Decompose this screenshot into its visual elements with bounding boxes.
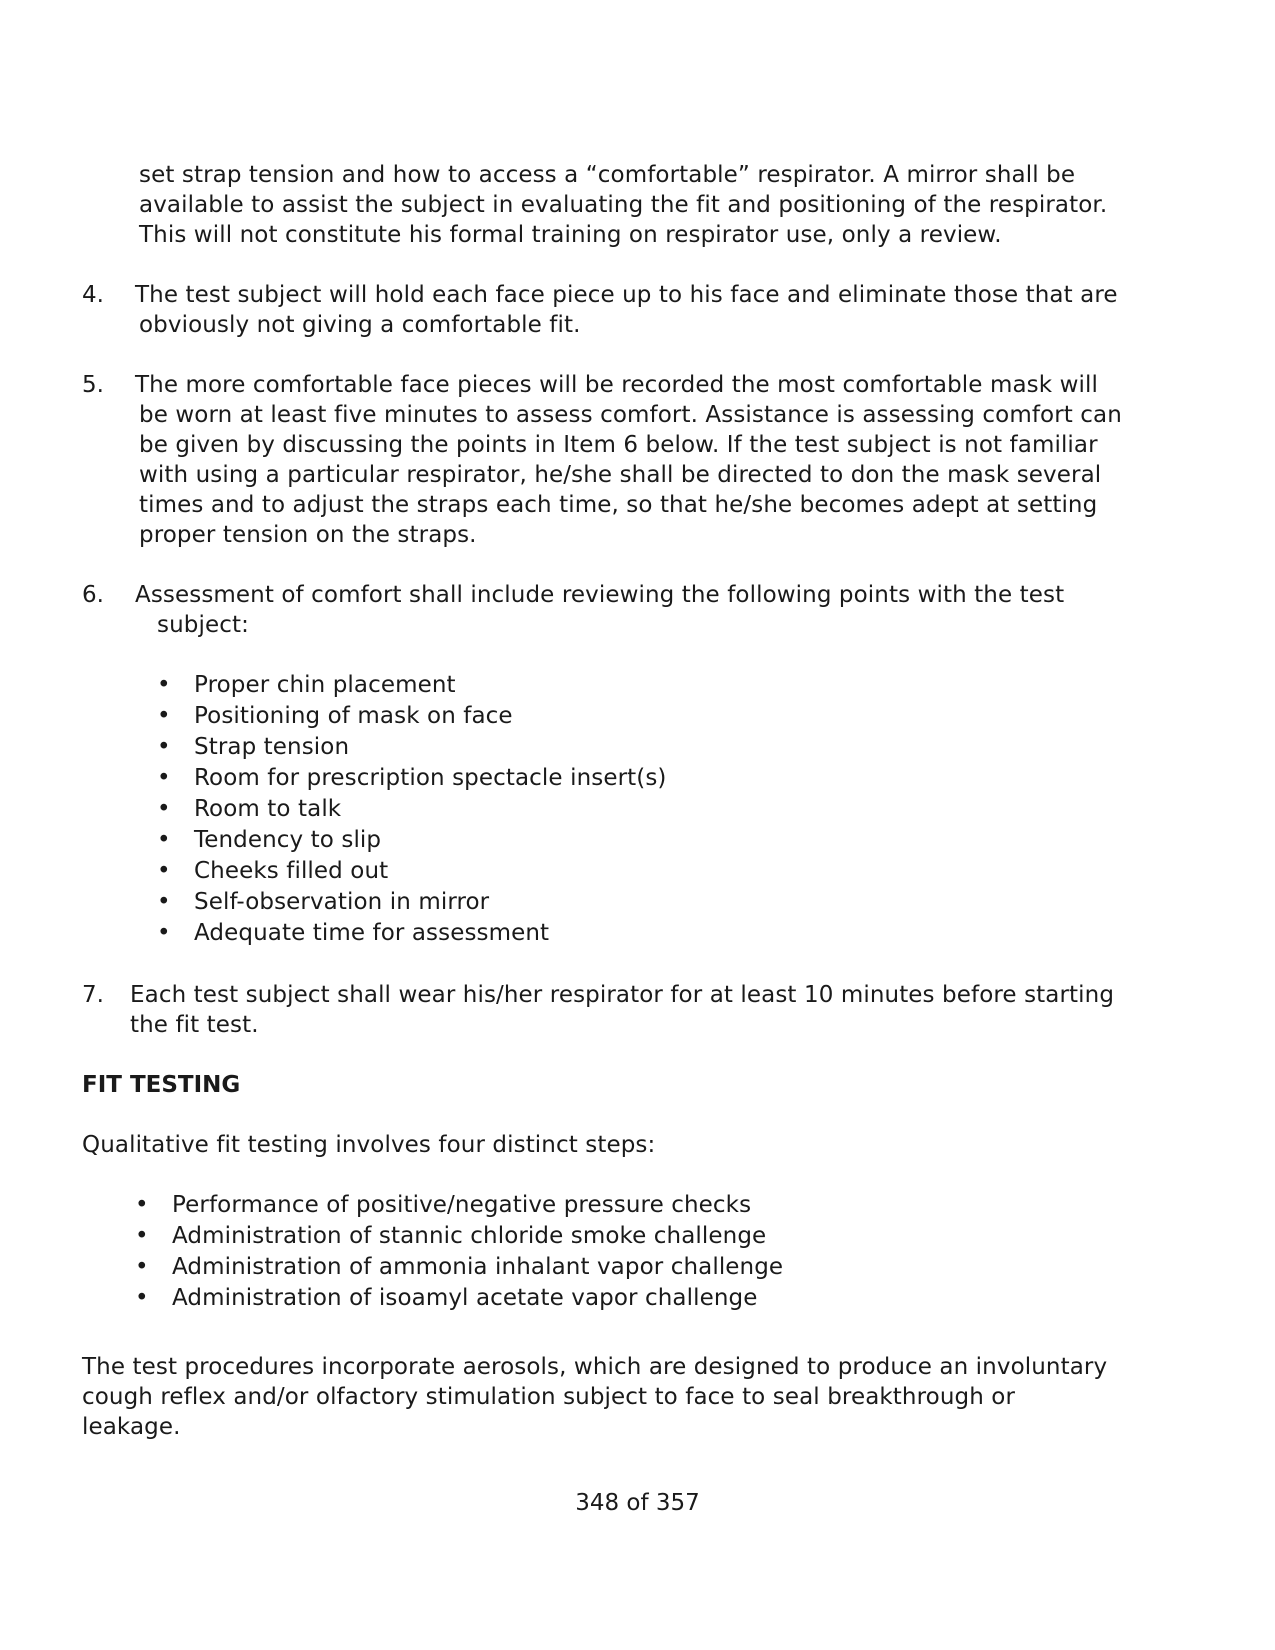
continued-paragraph-line: available to assist the subject in evaluating the fit and positioning of the respirator. [139, 192, 1108, 218]
item-number: 5. [82, 372, 104, 398]
item-number: 7. [82, 982, 104, 1008]
item-text-line: proper tension on the straps. [139, 522, 477, 548]
bullet-icon: • [157, 827, 171, 853]
item-text-line: The test subject will hold each face piece up to his face and eliminate those that are [135, 282, 1118, 308]
comfort-point-item: Adequate time for assessment [194, 920, 550, 946]
comfort-point-item: Room to talk [194, 796, 342, 822]
fit-testing-step: Administration of isoamyl acetate vapor challenge [172, 1285, 758, 1311]
item-text-line: times and to adjust the straps each time, so that he/she becomes adept at setting [139, 492, 1098, 518]
item-text-line: be worn at least five minutes to assess comfort. Assistance is assessing comfort can [139, 402, 1122, 428]
closing-paragraph-line: leakage. [82, 1414, 181, 1440]
continued-paragraph-line: This will not constitute his formal training on respirator use, only a review. [139, 222, 1002, 248]
bullet-icon: • [157, 703, 171, 729]
bullet-icon: • [135, 1254, 149, 1280]
comfort-point-item: Cheeks filled out [194, 858, 389, 884]
closing-paragraph-line: cough reflex and/or olfactory stimulation subject to face to seal breakthrough or [82, 1384, 1016, 1410]
item-text-line: subject: [157, 612, 249, 638]
item-text-line: the fit test. [130, 1012, 259, 1038]
item-text-line: Each test subject shall wear his/her respirator for at least 10 minutes before starting [130, 982, 1115, 1008]
item-text-line: with using a particular respirator, he/she shall be directed to don the mask several [139, 462, 1102, 488]
item-text-line: Assessment of comfort shall include reviewing the following points with the test [135, 582, 1065, 608]
comfort-point-item: Proper chin placement [194, 672, 456, 698]
bullet-icon: • [157, 734, 171, 760]
bullet-icon: • [135, 1223, 149, 1249]
fit-testing-intro: Qualitative fit testing involves four distinct steps: [82, 1132, 656, 1158]
bullet-icon: • [157, 672, 171, 698]
bullet-icon: • [157, 889, 171, 915]
item-number: 4. [82, 282, 104, 308]
continued-paragraph-line: set strap tension and how to access a “comfortable” respirator. A mirror shall be [139, 162, 1076, 188]
bullet-icon: • [157, 858, 171, 884]
bullet-icon: • [135, 1192, 149, 1218]
fit-testing-step: Administration of stannic chloride smoke challenge [172, 1223, 767, 1249]
comfort-point-item: Room for prescription spectacle insert(s) [194, 765, 667, 791]
bullet-icon: • [157, 765, 171, 791]
bullet-icon: • [135, 1285, 149, 1311]
comfort-point-item: Tendency to slip [194, 827, 382, 853]
fit-testing-step: Performance of positive/negative pressure checks [172, 1192, 752, 1218]
bullet-icon: • [157, 796, 171, 822]
item-number: 6. [82, 582, 104, 608]
section-heading: FIT TESTING [82, 1072, 241, 1098]
page-number: 348 of 357 [575, 1490, 700, 1516]
closing-paragraph-line: The test procedures incorporate aerosols, which are designed to produce an involuntary [82, 1354, 1108, 1380]
comfort-point-item: Self-observation in mirror [194, 889, 490, 915]
comfort-point-item: Strap tension [194, 734, 350, 760]
item-text-line: The more comfortable face pieces will be recorded the most comfortable mask will [135, 372, 1098, 398]
item-text-line: obviously not giving a comfortable fit. [139, 312, 581, 338]
bullet-icon: • [157, 920, 171, 946]
item-text-line: be given by discussing the points in Item 6 below. If the test subject is not familiar [139, 432, 1098, 458]
fit-testing-step: Administration of ammonia inhalant vapor challenge [172, 1254, 784, 1280]
comfort-point-item: Positioning of mask on face [194, 703, 513, 729]
